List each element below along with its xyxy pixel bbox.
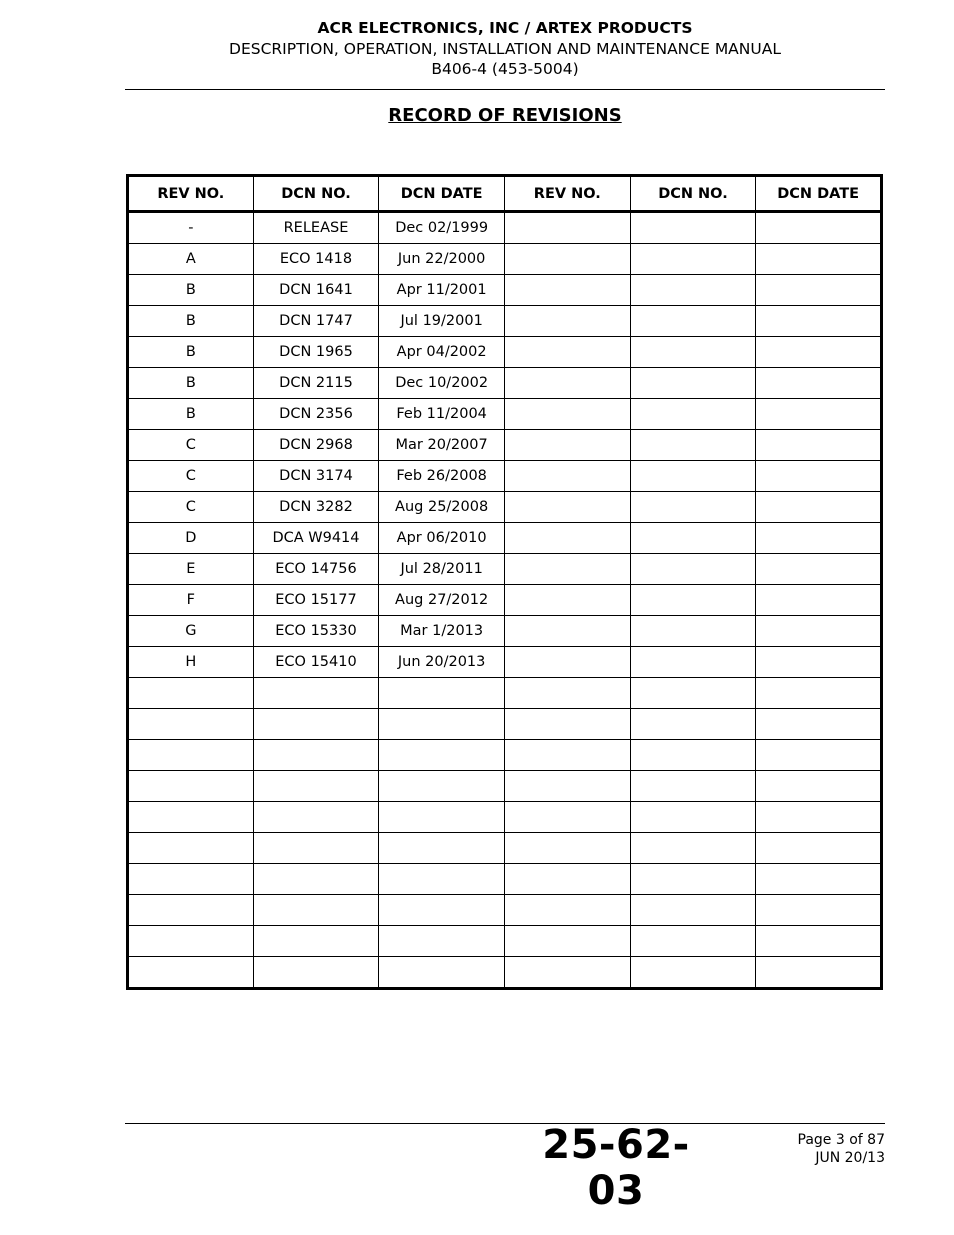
page-number: Page 3 of 87 — [797, 1132, 885, 1148]
table-cell: Jun 22/2000 — [379, 244, 505, 275]
table-row — [128, 647, 882, 678]
table-cell — [756, 461, 882, 492]
table-row — [128, 771, 882, 802]
table-cell: RELEASE — [253, 212, 379, 244]
table-row — [128, 275, 882, 306]
table-cell: DCA W9414 — [253, 523, 379, 554]
table-row — [128, 368, 882, 399]
table-cell — [630, 864, 756, 895]
table-cell: B — [128, 275, 254, 306]
table-cell — [253, 833, 379, 864]
table-cell — [504, 337, 630, 368]
table-cell — [630, 430, 756, 461]
table-cell — [504, 461, 630, 492]
table-cell — [504, 740, 630, 771]
table-cell: Aug 27/2012 — [379, 585, 505, 616]
table-cell — [504, 430, 630, 461]
table-cell: C — [128, 430, 254, 461]
table-cell — [630, 957, 756, 989]
table-cell — [128, 678, 254, 709]
table-cell — [756, 957, 882, 989]
table-cell — [504, 864, 630, 895]
table-cell — [630, 337, 756, 368]
table-cell — [504, 523, 630, 554]
column-header: DCN DATE — [379, 176, 505, 212]
table-cell — [756, 399, 882, 430]
table-cell — [756, 678, 882, 709]
table-row — [128, 616, 882, 647]
table-cell — [253, 709, 379, 740]
table-cell: C — [128, 492, 254, 523]
table-row — [128, 740, 882, 771]
table-cell: DCN 1747 — [253, 306, 379, 337]
table-cell — [630, 492, 756, 523]
table-cell — [379, 771, 505, 802]
table-row — [128, 709, 882, 740]
table-cell: ECO 14756 — [253, 554, 379, 585]
table-cell — [253, 740, 379, 771]
column-header: DCN NO. — [253, 176, 379, 212]
table-cell — [504, 926, 630, 957]
table-cell — [504, 306, 630, 337]
table-cell — [756, 492, 882, 523]
table-cell — [756, 771, 882, 802]
table-cell — [504, 275, 630, 306]
table-cell — [504, 585, 630, 616]
table-cell: Apr 06/2010 — [379, 523, 505, 554]
revision-date: JUN 20/13 — [815, 1150, 885, 1166]
table-cell — [504, 833, 630, 864]
table-cell: Dec 10/2002 — [379, 368, 505, 399]
table-cell — [756, 895, 882, 926]
table-cell — [630, 461, 756, 492]
table-cell: Mar 1/2013 — [379, 616, 505, 647]
table-cell — [504, 647, 630, 678]
table-cell — [504, 709, 630, 740]
table-cell: C — [128, 461, 254, 492]
table-cell: B — [128, 306, 254, 337]
table-cell — [128, 771, 254, 802]
table-cell — [128, 864, 254, 895]
table-cell — [504, 399, 630, 430]
table-cell: B — [128, 368, 254, 399]
column-header: DCN DATE — [756, 176, 882, 212]
table-cell — [756, 368, 882, 399]
table-cell — [630, 616, 756, 647]
table-cell — [253, 771, 379, 802]
table-cell — [756, 926, 882, 957]
table-cell: G — [128, 616, 254, 647]
table-row — [128, 957, 882, 989]
table-cell: H — [128, 647, 254, 678]
table-cell: Dec 02/1999 — [379, 212, 505, 244]
table-cell — [504, 802, 630, 833]
table-cell — [630, 771, 756, 802]
table-row — [128, 833, 882, 864]
table-cell — [756, 802, 882, 833]
table-row — [128, 306, 882, 337]
table-cell: ECO 15177 — [253, 585, 379, 616]
table-cell — [630, 585, 756, 616]
table-cell: F — [128, 585, 254, 616]
table-cell — [630, 833, 756, 864]
table-row — [128, 926, 882, 957]
table-row — [128, 244, 882, 275]
table-cell — [253, 957, 379, 989]
table-cell — [630, 244, 756, 275]
table-cell — [253, 802, 379, 833]
table-cell — [756, 864, 882, 895]
table-cell — [756, 616, 882, 647]
table-row — [128, 678, 882, 709]
table-cell — [756, 212, 882, 244]
table-cell: DCN 2115 — [253, 368, 379, 399]
table-cell — [756, 306, 882, 337]
table-cell — [630, 399, 756, 430]
table-cell — [504, 895, 630, 926]
table-cell — [379, 957, 505, 989]
table-cell: Apr 04/2002 — [379, 337, 505, 368]
table-cell: DCN 2968 — [253, 430, 379, 461]
table-cell — [253, 895, 379, 926]
page-header — [125, 18, 885, 79]
table-cell — [630, 523, 756, 554]
table-cell — [756, 275, 882, 306]
table-cell — [128, 957, 254, 989]
document-number: 25-62-03 — [542, 1122, 690, 1214]
table-cell — [630, 554, 756, 585]
table-row — [128, 212, 882, 244]
revisions-table — [126, 174, 883, 990]
table-cell: ECO 1418 — [253, 244, 379, 275]
footer-divider — [125, 1123, 885, 1124]
table-row — [128, 554, 882, 585]
header-divider — [125, 89, 885, 90]
table-cell — [630, 275, 756, 306]
table-cell — [630, 802, 756, 833]
table-cell — [756, 833, 882, 864]
table-cell — [253, 864, 379, 895]
table-cell: B — [128, 337, 254, 368]
table-cell — [630, 212, 756, 244]
model-number: B406-4 (453-5004) — [431, 60, 579, 78]
table-cell — [253, 926, 379, 957]
column-header: DCN NO. — [630, 176, 756, 212]
table-cell: Feb 26/2008 — [379, 461, 505, 492]
table-cell — [630, 647, 756, 678]
table-cell — [756, 585, 882, 616]
table-cell — [128, 895, 254, 926]
table-row — [128, 399, 882, 430]
table-cell: Feb 11/2004 — [379, 399, 505, 430]
table-cell: Apr 11/2001 — [379, 275, 505, 306]
table-row — [128, 802, 882, 833]
table-cell — [128, 802, 254, 833]
table-header-row — [128, 176, 882, 212]
table-cell — [504, 492, 630, 523]
table-cell — [128, 926, 254, 957]
table-cell — [504, 244, 630, 275]
table-cell — [756, 430, 882, 461]
table-cell: Aug 25/2008 — [379, 492, 505, 523]
table-cell — [379, 740, 505, 771]
table-cell: A — [128, 244, 254, 275]
table-cell — [504, 212, 630, 244]
company-name: ACR ELECTRONICS, INC / ARTEX PRODUCTS — [317, 19, 693, 37]
table-cell — [756, 709, 882, 740]
table-cell — [630, 306, 756, 337]
table-cell — [504, 368, 630, 399]
table-cell — [379, 678, 505, 709]
table-cell — [630, 895, 756, 926]
table-cell — [756, 647, 882, 678]
page-info — [760, 1131, 885, 1167]
table-body — [128, 212, 882, 989]
table-cell: E — [128, 554, 254, 585]
table-cell: D — [128, 523, 254, 554]
column-header: REV NO. — [504, 176, 630, 212]
table-cell: DCN 1641 — [253, 275, 379, 306]
table-row — [128, 895, 882, 926]
table-cell — [379, 802, 505, 833]
table-cell — [128, 833, 254, 864]
table-cell: Jul 28/2011 — [379, 554, 505, 585]
table-cell — [504, 554, 630, 585]
table-row — [128, 523, 882, 554]
table-cell — [756, 523, 882, 554]
table-cell: Jul 19/2001 — [379, 306, 505, 337]
table-cell — [128, 740, 254, 771]
manual-title: DESCRIPTION, OPERATION, INSTALLATION AND MAINTENANCE MANUAL — [229, 40, 781, 58]
table-cell — [379, 895, 505, 926]
table-cell: Mar 20/2007 — [379, 430, 505, 461]
table-cell — [379, 833, 505, 864]
table-cell — [630, 740, 756, 771]
table-cell: ECO 15330 — [253, 616, 379, 647]
table-cell: DCN 1965 — [253, 337, 379, 368]
table-cell — [756, 554, 882, 585]
table-cell — [379, 864, 505, 895]
table-cell — [379, 926, 505, 957]
page-title: RECORD OF REVISIONS — [388, 105, 622, 126]
table-cell: DCN 2356 — [253, 399, 379, 430]
table-row — [128, 430, 882, 461]
table-cell — [379, 709, 505, 740]
table-cell: - — [128, 212, 254, 244]
table-row — [128, 492, 882, 523]
table-cell — [504, 678, 630, 709]
table-cell — [253, 678, 379, 709]
table-cell — [630, 368, 756, 399]
table-row — [128, 337, 882, 368]
table-row — [128, 864, 882, 895]
table-cell: Jun 20/2013 — [379, 647, 505, 678]
column-header: REV NO. — [128, 176, 254, 212]
table-cell — [504, 616, 630, 647]
table-cell — [756, 244, 882, 275]
table-cell — [504, 771, 630, 802]
table-row — [128, 461, 882, 492]
table-cell — [630, 709, 756, 740]
table-cell: ECO 15410 — [253, 647, 379, 678]
table-cell — [756, 337, 882, 368]
table-cell: DCN 3174 — [253, 461, 379, 492]
table-cell: DCN 3282 — [253, 492, 379, 523]
table-cell — [630, 678, 756, 709]
table-cell — [756, 740, 882, 771]
table-cell — [128, 709, 254, 740]
table-cell: B — [128, 399, 254, 430]
table-cell — [630, 926, 756, 957]
table-row — [128, 585, 882, 616]
table-cell — [504, 957, 630, 989]
